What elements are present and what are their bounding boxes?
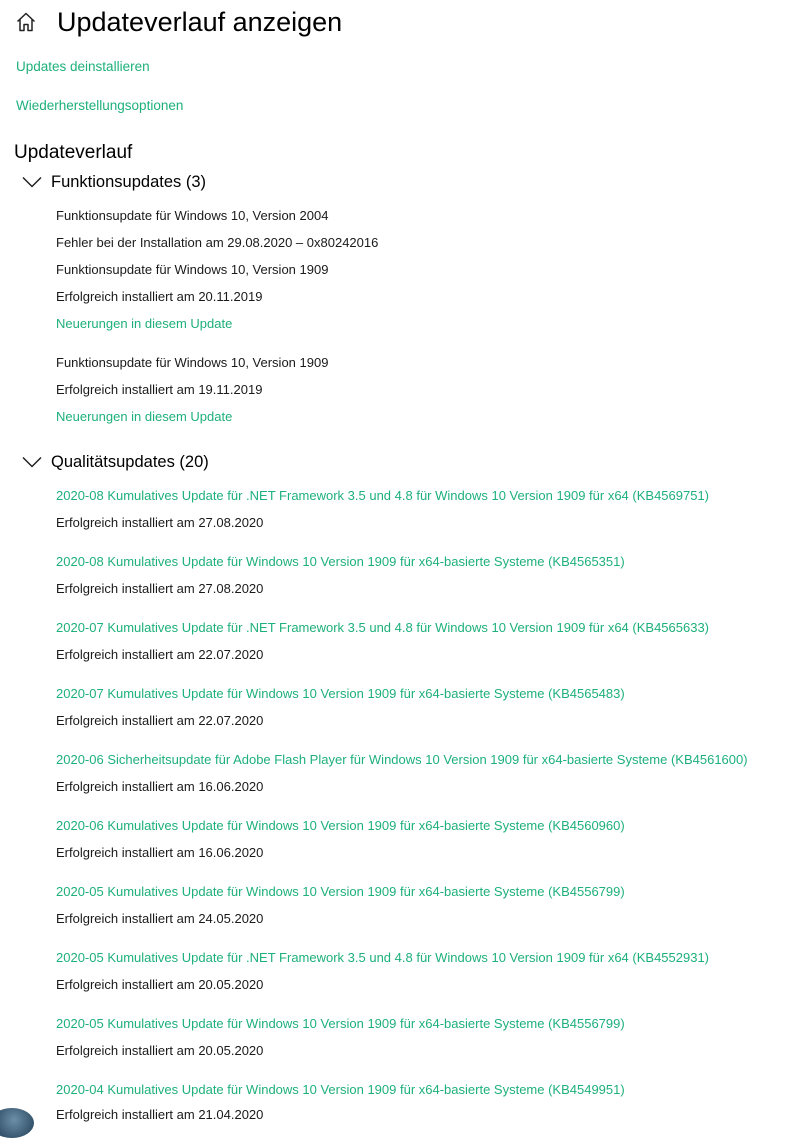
quality-update-status: Erfolgreich installiert am 21.04.2020 <box>56 1107 264 1122</box>
quality-updates-toggle[interactable] <box>22 451 209 473</box>
quality-update-link[interactable]: 2020-07 Kumulatives Update für .NET Framework 3.5 und 4.8 für Windows 10 Version 1909 für x64 (KB4565633) <box>56 620 710 635</box>
quality-update-status: Erfolgreich installiert am 22.07.2020 <box>56 713 264 728</box>
quality-update-link[interactable]: 2020-06 Kumulatives Update für Windows 10 Version 1909 für x64-basierte Systeme (KB4560960) <box>56 818 625 833</box>
feature-update-name: Funktionsupdate für Windows 10, Version 1909 <box>56 262 329 277</box>
quality-updates-header: Qualitätsupdates (20) <box>51 453 209 471</box>
recovery-options-link[interactable]: Wiederherstellungsoptionen <box>16 98 184 113</box>
update-history-heading: Updateverlauf <box>14 142 133 163</box>
quality-update-link[interactable]: 2020-04 Kumulatives Update für Windows 10 Version 1909 für x64-basierte Systeme (KB4549951) <box>56 1082 625 1097</box>
quality-update-status: Erfolgreich installiert am 24.05.2020 <box>56 911 264 926</box>
chevron-down-icon <box>22 456 42 468</box>
quality-update-status: Erfolgreich installiert am 16.06.2020 <box>56 779 264 794</box>
quality-update-status: Erfolgreich installiert am 22.07.2020 <box>56 647 264 662</box>
quality-update-link[interactable]: 2020-08 Kumulatives Update für Windows 10 Version 1909 für x64-basierte Systeme (KB4565351) <box>56 554 625 569</box>
quality-update-link[interactable]: 2020-07 Kumulatives Update für Windows 10 Version 1909 für x64-basierte Systeme (KB4565483) <box>56 686 625 701</box>
home-icon[interactable] <box>14 10 38 34</box>
whats-new-link[interactable]: Neuerungen in diesem Update <box>56 316 233 331</box>
quality-update-status: Erfolgreich installiert am 27.08.2020 <box>56 581 264 596</box>
quality-update-status: Erfolgreich installiert am 20.05.2020 <box>56 977 264 992</box>
quality-update-link[interactable]: 2020-05 Kumulatives Update für .NET Framework 3.5 und 4.8 für Windows 10 Version 1909 für x64 (KB4552931) <box>56 950 710 965</box>
feature-update-status: Erfolgreich installiert am 20.11.2019 <box>56 289 263 304</box>
quality-update-link[interactable]: 2020-06 Sicherheitsupdate für Adobe Flash Player für Windows 10 Version 1909 für x64-basierte Systeme (KB4561600) <box>56 752 748 767</box>
quality-update-status: Erfolgreich installiert am 27.08.2020 <box>56 515 264 530</box>
quality-update-link[interactable]: 2020-05 Kumulatives Update für Windows 10 Version 1909 für x64-basierte Systeme (KB4556799) <box>56 1016 625 1031</box>
quality-update-link[interactable]: 2020-08 Kumulatives Update für .NET Framework 3.5 und 4.8 für Windows 10 Version 1909 für x64 (KB4569751) <box>56 488 710 503</box>
whats-new-link[interactable]: Neuerungen in diesem Update <box>56 409 233 424</box>
quality-update-link[interactable]: 2020-05 Kumulatives Update für Windows 10 Version 1909 für x64-basierte Systeme (KB4556799) <box>56 884 625 899</box>
quality-update-status: Erfolgreich installiert am 20.05.2020 <box>56 1043 264 1058</box>
feature-updates-toggle[interactable] <box>22 171 206 193</box>
feature-update-name: Funktionsupdate für Windows 10, Version 1909 <box>56 355 329 370</box>
uninstall-updates-link[interactable]: Updates deinstallieren <box>16 59 150 74</box>
chevron-down-icon <box>22 176 42 188</box>
feature-update-name: Funktionsupdate für Windows 10, Version 2004 <box>56 208 329 223</box>
feature-update-status: Fehler bei der Installation am 29.08.2020 – 0x80242016 <box>56 235 379 250</box>
feature-update-status: Erfolgreich installiert am 19.11.2019 <box>56 382 263 397</box>
avatar <box>0 1108 34 1138</box>
feature-updates-header: Funktionsupdates (3) <box>51 173 207 191</box>
quality-update-status: Erfolgreich installiert am 16.06.2020 <box>56 845 264 860</box>
page-title: Updateverlauf anzeigen <box>57 7 343 37</box>
